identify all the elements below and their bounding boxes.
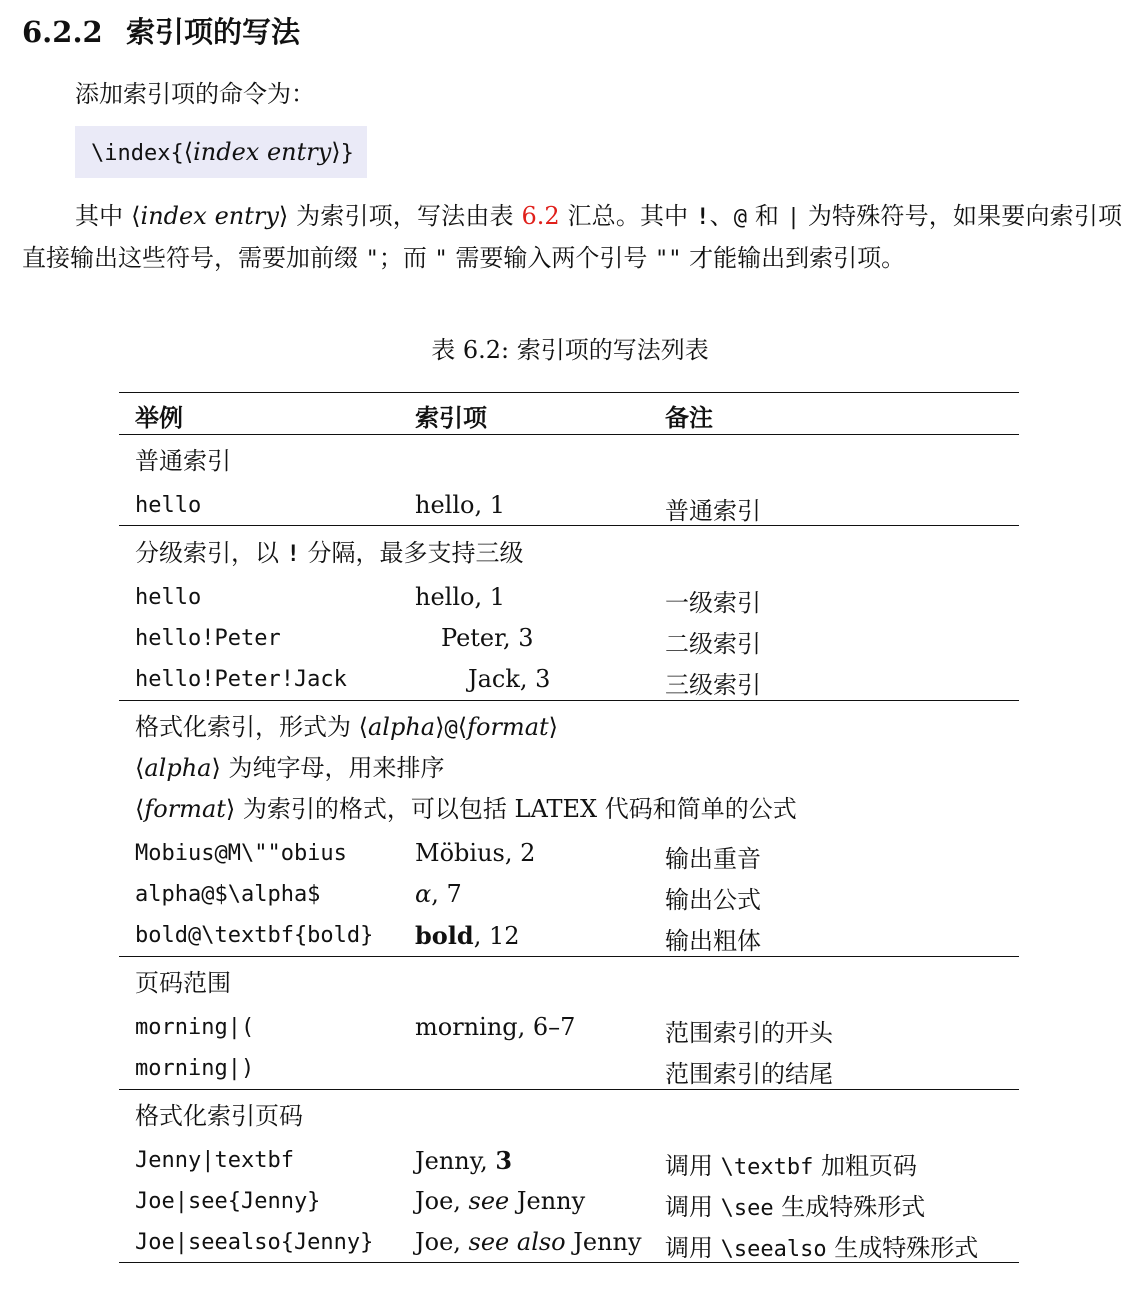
entry-bold: 3 [495, 1146, 513, 1175]
note-cell: 输出粗体 [665, 927, 761, 955]
entry-text: Joe, [415, 1228, 469, 1256]
entry-cell [415, 880, 462, 908]
note-cell: 范围索引的结尾 [665, 1060, 833, 1088]
entry-text: Jenny, [415, 1147, 496, 1175]
note-command: \seealso [720, 1237, 827, 1262]
entry-cell: Peter, 3 [441, 624, 534, 652]
para-text: ；而 [378, 244, 435, 272]
group-title-text: 分级索引，以 [135, 539, 287, 567]
entry-cell [415, 1228, 642, 1256]
group-title-text: 格式化索引，形式为 ⟨ [135, 713, 368, 741]
table-caption: 表 6.2: 索引项的写法列表 [431, 336, 709, 364]
table-group-rule [119, 525, 1019, 526]
note-text: 调用 [665, 1234, 721, 1262]
para-text: 需要输入两个引号 [447, 244, 656, 272]
entry-cell [415, 921, 519, 950]
example-cell: Mobius@M\""obius [135, 841, 347, 866]
note-cell: 输出重音 [665, 845, 761, 873]
group-title-arg: alpha [144, 754, 212, 782]
group-description [135, 748, 445, 783]
group-title-text: ⟨ [135, 795, 145, 823]
command-rang: ⟩ [331, 138, 341, 166]
table-group-rule [119, 1089, 1019, 1090]
note-text: 生成特殊形式 [826, 1234, 979, 1262]
example-cell: hello!Peter!Jack [135, 667, 347, 692]
note-cell: 普通索引 [665, 497, 761, 525]
example-cell: hello [135, 585, 202, 610]
command-prefix: \index{ [91, 141, 184, 166]
entry-italic: see [468, 1187, 510, 1215]
para-symbol: "" [655, 247, 682, 272]
para-text: ⟩ 为索引项，写法由表 [278, 202, 522, 230]
group-title-text: ⟩ 为纯字母，用来排序 [211, 754, 445, 782]
description-paragraph [22, 196, 1122, 280]
para-symbol: " [365, 247, 379, 272]
group-title [135, 533, 524, 568]
note-cell: 一级索引 [665, 589, 761, 617]
note-cell [665, 1146, 917, 1181]
note-cell [665, 1228, 978, 1263]
group-title-text: 分隔，最多支持三级 [299, 539, 524, 567]
para-symbol: @ [733, 205, 748, 230]
table-top-rule [119, 392, 1019, 393]
entry-bold: bold [415, 921, 474, 950]
column-header-entry: 索引项 [415, 403, 487, 432]
table-header-rule [119, 434, 1019, 435]
para-symbol: ! [696, 205, 710, 230]
para-text: 和 [747, 202, 787, 230]
intro-text: 添加索引项的命令为： [75, 80, 315, 108]
entry-cell: hello, 1 [415, 491, 505, 519]
note-cell [665, 1187, 925, 1222]
example-cell: Joe|see{Jenny} [135, 1189, 321, 1214]
para-symbol: | [786, 205, 801, 230]
column-header-example: 举例 [135, 403, 183, 432]
note-cell: 三级索引 [665, 671, 761, 699]
entry-cell: hello, 1 [415, 583, 505, 611]
para-arg: index entry [140, 202, 279, 230]
section-heading [22, 10, 300, 51]
table-group-rule [119, 700, 1019, 701]
entry-cell [415, 1187, 585, 1215]
entry-text: , 7 [431, 880, 462, 908]
para-symbol: " [434, 247, 448, 272]
group-title: 格式化索引页码 [135, 1102, 303, 1130]
note-cell: 输出公式 [665, 886, 761, 914]
para-text: 才能输出到索引项。 [681, 244, 906, 272]
group-title-text: ⟨ [135, 754, 145, 782]
group-title-symbol: @ [444, 716, 458, 741]
group-title-text: ⟩ 为索引的格式，可以包括 LATEX 代码和简单的公式 [225, 795, 797, 823]
para-text: 为特殊符号，如果要向索引项直接输出这些符号，需要加前缀 [22, 202, 1123, 272]
command-box [75, 126, 367, 178]
para-text: 、 [709, 202, 734, 230]
entry-cell [415, 1146, 512, 1175]
group-title [135, 707, 558, 742]
entry-cell: Möbius, 2 [415, 839, 536, 867]
note-cell: 二级索引 [665, 630, 761, 658]
group-title-text: ⟨ [457, 713, 468, 741]
command-suffix: } [340, 141, 354, 166]
command-arg: index entry [193, 138, 332, 166]
example-cell: alpha@$\alpha$ [135, 882, 321, 907]
group-title-arg: format [467, 713, 549, 741]
entry-text: Joe, [415, 1187, 469, 1215]
note-text: 加粗页码 [813, 1152, 917, 1180]
para-text: 汇总。其中 [559, 202, 697, 230]
group-title-text: ⟩ [548, 713, 559, 741]
column-header-note: 备注 [665, 403, 713, 432]
entry-cell: morning, 6–7 [415, 1013, 576, 1041]
note-text: 调用 [665, 1193, 721, 1221]
entry-cell: Jack, 3 [468, 665, 551, 693]
example-cell: morning|( [135, 1015, 255, 1040]
group-title-text: ⟩ [435, 713, 445, 741]
example-cell: Jenny|textbf [135, 1148, 294, 1173]
para-text: 其中 ⟨ [75, 202, 141, 230]
note-command: \see [720, 1196, 774, 1221]
group-description [135, 789, 797, 824]
example-cell: bold@\textbf{bold} [135, 923, 374, 948]
note-cell: 范围索引的开头 [665, 1019, 833, 1047]
example-cell: hello [135, 493, 202, 518]
section-title: 索引项的写法 [126, 15, 301, 49]
note-text: 调用 [665, 1152, 721, 1180]
table-reference-link[interactable]: 6.2 [521, 202, 560, 230]
note-command: \textbf [720, 1155, 814, 1180]
group-title-arg: format [144, 795, 226, 823]
entry-text: Jenny [509, 1187, 586, 1215]
group-title: 页码范围 [135, 969, 231, 997]
group-title-arg: alpha [368, 713, 436, 741]
entry-text: Jenny [565, 1228, 642, 1256]
entry-symbol: α [415, 880, 432, 908]
command-lang: ⟨ [183, 138, 194, 166]
example-cell: Joe|seealso{Jenny} [135, 1230, 374, 1255]
entry-italic: see also [468, 1228, 566, 1256]
example-cell: hello!Peter [135, 626, 281, 651]
group-title: 普通索引 [135, 447, 231, 475]
group-title-symbol: ! [286, 542, 300, 567]
note-text: 生成特殊形式 [773, 1193, 926, 1221]
example-cell: morning|) [135, 1056, 255, 1081]
table-group-rule [119, 956, 1019, 957]
section-number: 6.2.2 [22, 15, 103, 49]
entry-text: , 12 [473, 922, 520, 950]
